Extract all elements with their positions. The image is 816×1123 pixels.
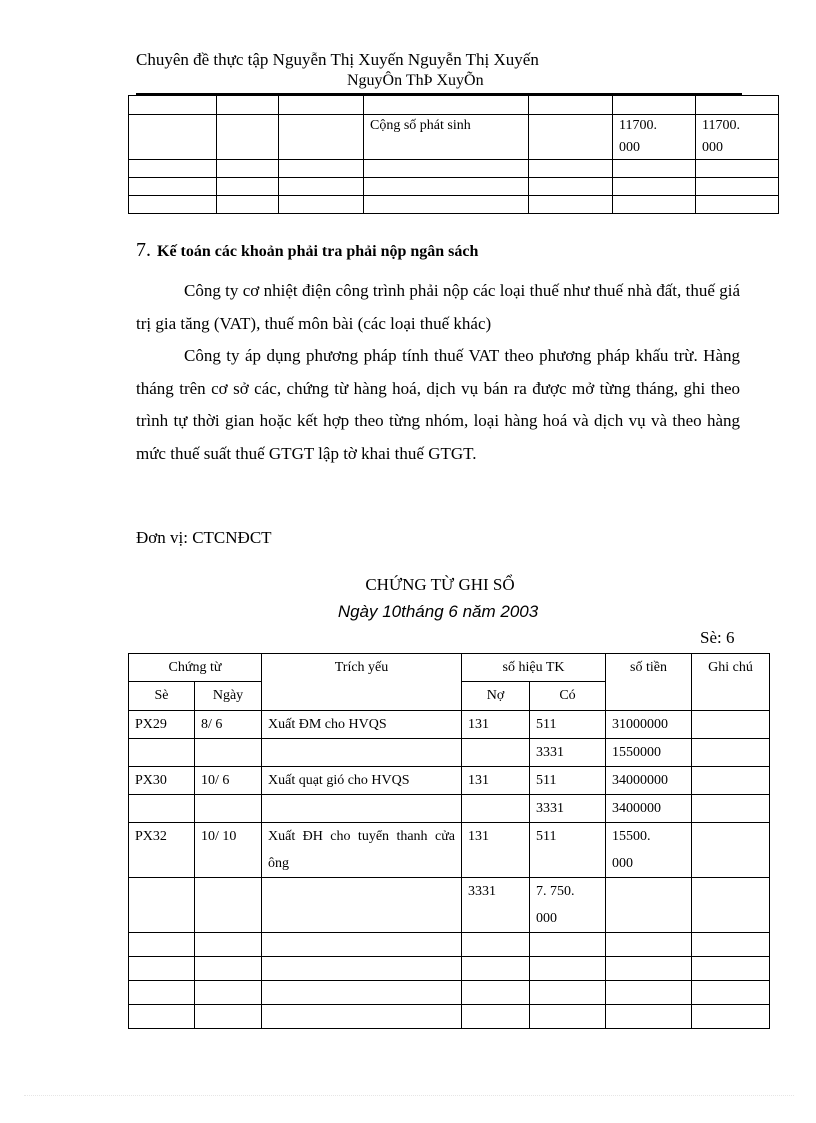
cell-so: [129, 795, 195, 823]
cell-no: 131: [462, 823, 530, 878]
cell-trich-yeu: [262, 957, 462, 981]
cell-co: [530, 981, 606, 1005]
cell-ghi-chu: [692, 823, 770, 878]
voucher-title: CHỨNG TỪ GHI SỔ: [365, 575, 515, 594]
cell-co: [530, 957, 606, 981]
cell-so: [129, 1005, 195, 1029]
col-so-hieu-tk: số hiệu TK: [462, 654, 606, 682]
cell-so-tien: [606, 878, 692, 933]
cell-co: 3331: [530, 795, 606, 823]
cell-co: 511: [530, 767, 606, 795]
voucher-date: Ngày 10tháng 6 năm 2003: [337, 602, 539, 621]
col-ghi-chu: Ghi chú: [692, 654, 770, 711]
cell-no: [462, 795, 530, 823]
cell-so-tien: 15500. 000: [606, 823, 692, 878]
cell-trich-yeu: Xuất quạt gió cho HVQS: [262, 767, 462, 795]
paragraph: Công ty áp dụng phương pháp tính thuế VAT theo phương pháp khấu trừ. Hàng tháng trên cơ sở các, chứng từ hàng hoá, dịch vụ bán ra được mở từng tháng, ghi theo trình tự thời gian hoặc kết hợp theo từng nhóm, loại hàng hoá và dịch vụ và theo hàng mức thuế suất thuế GTGT lập tờ khai thuế GTGT.: [136, 346, 740, 463]
col-ngay: Ngày: [195, 682, 262, 711]
cell-ngay: [195, 795, 262, 823]
cell-so-tien: 1550000: [606, 739, 692, 767]
cell-trich-yeu: [262, 878, 462, 933]
cell-so: [129, 878, 195, 933]
table-row: [129, 823, 770, 878]
cell-so: PX32: [129, 823, 195, 878]
cell-co: [530, 1005, 606, 1029]
cell-ngay: [195, 878, 262, 933]
col-so-tien: số tiền: [606, 654, 692, 711]
cell-co: 3331: [530, 739, 606, 767]
cell-ngay: [195, 981, 262, 1005]
table-row: [129, 767, 770, 795]
cell-ngay: [195, 957, 262, 981]
cell-no: [462, 1005, 530, 1029]
cell-trich-yeu: [262, 739, 462, 767]
table-row: [129, 711, 770, 739]
cell-ngay: 10/ 6: [195, 767, 262, 795]
col-trich-yeu: Trích yếu: [262, 654, 462, 711]
cell-ghi-chu: [692, 957, 770, 981]
table-row: [129, 115, 779, 160]
voucher-table: [128, 653, 770, 1029]
cell-ngay: [195, 933, 262, 957]
cell-no: 131: [462, 767, 530, 795]
cell-so: [129, 981, 195, 1005]
col-chung-tu: Chứng từ: [129, 654, 262, 682]
cell-so: [129, 933, 195, 957]
cell-ghi-chu: [692, 739, 770, 767]
cell-ghi-chu: [692, 795, 770, 823]
cell-ngay: [195, 1005, 262, 1029]
cell-so-tien: [606, 933, 692, 957]
paragraph: Công ty cơ nhiệt điện công trình phải nộp các loại thuế như thuế nhà đất, thuế giá trị gia tăng (VAT), thuế môn bài (các loại thuế khác): [136, 281, 740, 333]
cell-ngay: 10/ 10: [195, 823, 262, 878]
cell-trich-yeu: [262, 1005, 462, 1029]
cell-so-tien: [606, 981, 692, 1005]
cell-no: [462, 981, 530, 1005]
unit-label: Đơn vị: CTCNĐCT: [136, 528, 272, 547]
col-so: Sè: [129, 682, 195, 711]
col-co: Có: [530, 682, 606, 711]
cell-co: [530, 933, 606, 957]
cell-trich-yeu: [262, 795, 462, 823]
cell-no: 131: [462, 711, 530, 739]
cell-so: PX30: [129, 767, 195, 795]
section-title: Kế toán các khoản phải tra phải nộp ngân sách: [157, 243, 479, 260]
cell-ghi-chu: [692, 933, 770, 957]
header-line-2: NguyÔn ThÞ XuyÕn: [347, 72, 484, 89]
cell-trich-yeu: [262, 933, 462, 957]
cell-so-tien: 3400000: [606, 795, 692, 823]
cell-so-tien: 34000000: [606, 767, 692, 795]
section-number: 7.: [136, 239, 151, 261]
table-header-row: [129, 654, 770, 682]
cell-so-tien: 31000000: [606, 711, 692, 739]
table-row: [129, 957, 770, 981]
cell-ghi-chu: [692, 981, 770, 1005]
table-row: [129, 178, 779, 196]
table-row: [129, 739, 770, 767]
voucher-number: Sè: 6: [700, 628, 735, 647]
section-heading: [136, 239, 478, 262]
cell-so: [129, 957, 195, 981]
cell-so: PX29: [129, 711, 195, 739]
table-row: [129, 1005, 770, 1029]
cell-ghi-chu: [692, 878, 770, 933]
cell-ghi-chu: [692, 1005, 770, 1029]
table-row: [129, 160, 779, 178]
header-line-1: Chuyên đề thực tập Nguyễn Thị Xuyến Nguyễn Thị Xuyến: [136, 50, 539, 69]
cell-no: [462, 933, 530, 957]
cell-ngay: [195, 739, 262, 767]
table-row: [129, 196, 779, 214]
table-row: [129, 981, 770, 1005]
cell-no: 3331: [462, 878, 530, 933]
cell-co: 7. 750. 000: [530, 878, 606, 933]
cell-ghi-chu: [692, 711, 770, 739]
footer-divider: [24, 1095, 794, 1096]
table-row: [129, 96, 779, 115]
sum-label: Cộng số phát sinh: [364, 115, 529, 160]
cell-co: 511: [530, 823, 606, 878]
cell-ghi-chu: [692, 767, 770, 795]
continuation-table: [128, 95, 779, 214]
cell-no: [462, 739, 530, 767]
table-row: [129, 933, 770, 957]
cell-so: [129, 739, 195, 767]
cell-so-tien: [606, 957, 692, 981]
cell-trich-yeu: Xuất ĐM cho HVQS: [262, 711, 462, 739]
debit-total: 11700. 000: [613, 115, 696, 160]
cell-ngay: 8/ 6: [195, 711, 262, 739]
cell-trich-yeu: [262, 981, 462, 1005]
cell-no: [462, 957, 530, 981]
cell-trich-yeu: Xuất ĐH cho tuyển thanh cửa ông: [262, 823, 462, 878]
col-no: Nợ: [462, 682, 530, 711]
cell-co: 511: [530, 711, 606, 739]
cell-so-tien: [606, 1005, 692, 1029]
table-row: [129, 795, 770, 823]
table-row: [129, 878, 770, 933]
credit-total: 11700. 000: [696, 115, 779, 160]
